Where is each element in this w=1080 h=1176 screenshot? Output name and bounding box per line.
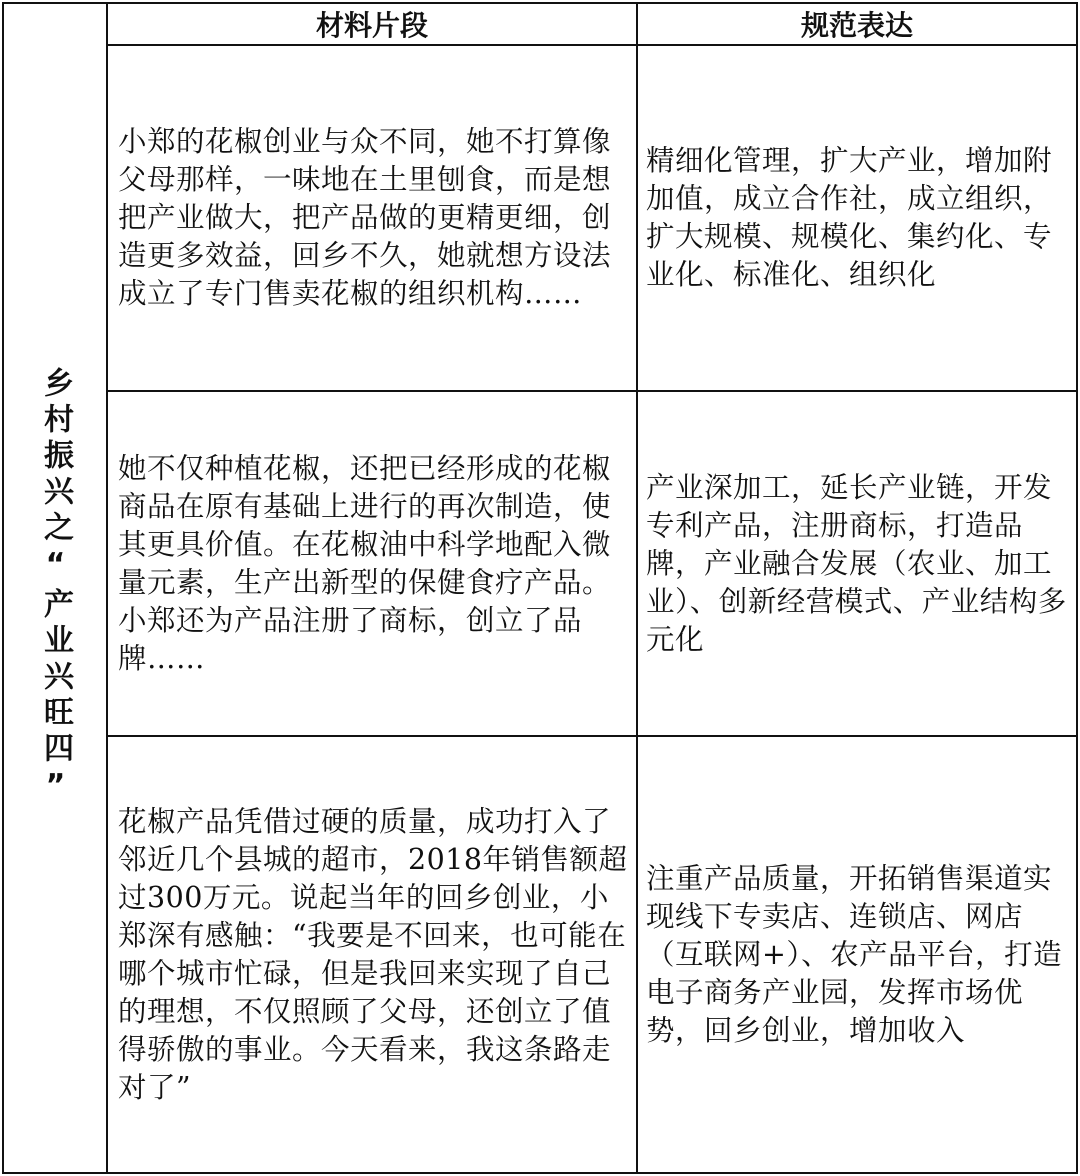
- header-expression: 规范表达: [638, 4, 1076, 46]
- side-category-label: 乡村振兴之“产业兴旺四”: [38, 367, 73, 809]
- row-2-expression-text: 产业深加工，延长产业链，开发专利产品，注册商标，打造品牌，产业融合发展（农业、加工业）、创新经营模式、产业结构多元化: [646, 470, 1067, 656]
- row-1-material-text: 小郑的花椒创业与众不同，她不打算像父母那样，一味地在土里刨食，而是想把产业做大，把产品做的更精更细，创造更多效益，回乡不久，她就想方设法成立了专门售卖花椒的组织机构……: [118, 125, 612, 310]
- row-2-material-text: 她不仅种植花椒，还把已经形成的花椒商品在原有基础上进行的再次制造，使其更具价值。在花椒油中科学地配入微量元素，生产出新型的保健食疗产品。小郑还为产品注册了商标，创立了品牌……: [118, 451, 612, 675]
- row-3-expression-text: 注重产品质量，开拓销售渠道实现线下专卖店、连锁店、网店（互联网+）、农产品平台，打造电子商务产业园，发挥市场优势，回乡创业，增加收入: [646, 861, 1063, 1047]
- row-3-material-text: 花椒产品凭借过硬的质量，成功打入了邻近几个县城的超市，2018年销售额超过300万元。说起当年的回乡创业，小郑深有感触：“我要是不回来，也可能在哪个城市忙碌，但是我回来实现了自己的理想，不仅照顾了父母，还创立了值得骄傲的事业。今天看来，我这条路走对了”: [118, 804, 628, 1104]
- row-3-material-cell: [108, 737, 638, 1172]
- row-1-material-cell: [108, 46, 638, 392]
- row-2-material-cell: [108, 392, 638, 737]
- row-3-expression-cell: [638, 737, 1076, 1172]
- content-table: [2, 2, 1078, 1174]
- side-category-cell: [4, 4, 108, 1172]
- row-1-expression-cell: [638, 46, 1076, 392]
- row-2-expression-cell: [638, 392, 1076, 737]
- row-1-expression-text: 精细化管理，扩大产业，增加附加值，成立合作社，成立组织，扩大规模、规模化、集约化、专业化、标准化、组织化: [646, 144, 1053, 291]
- header-material: 材料片段: [108, 4, 638, 46]
